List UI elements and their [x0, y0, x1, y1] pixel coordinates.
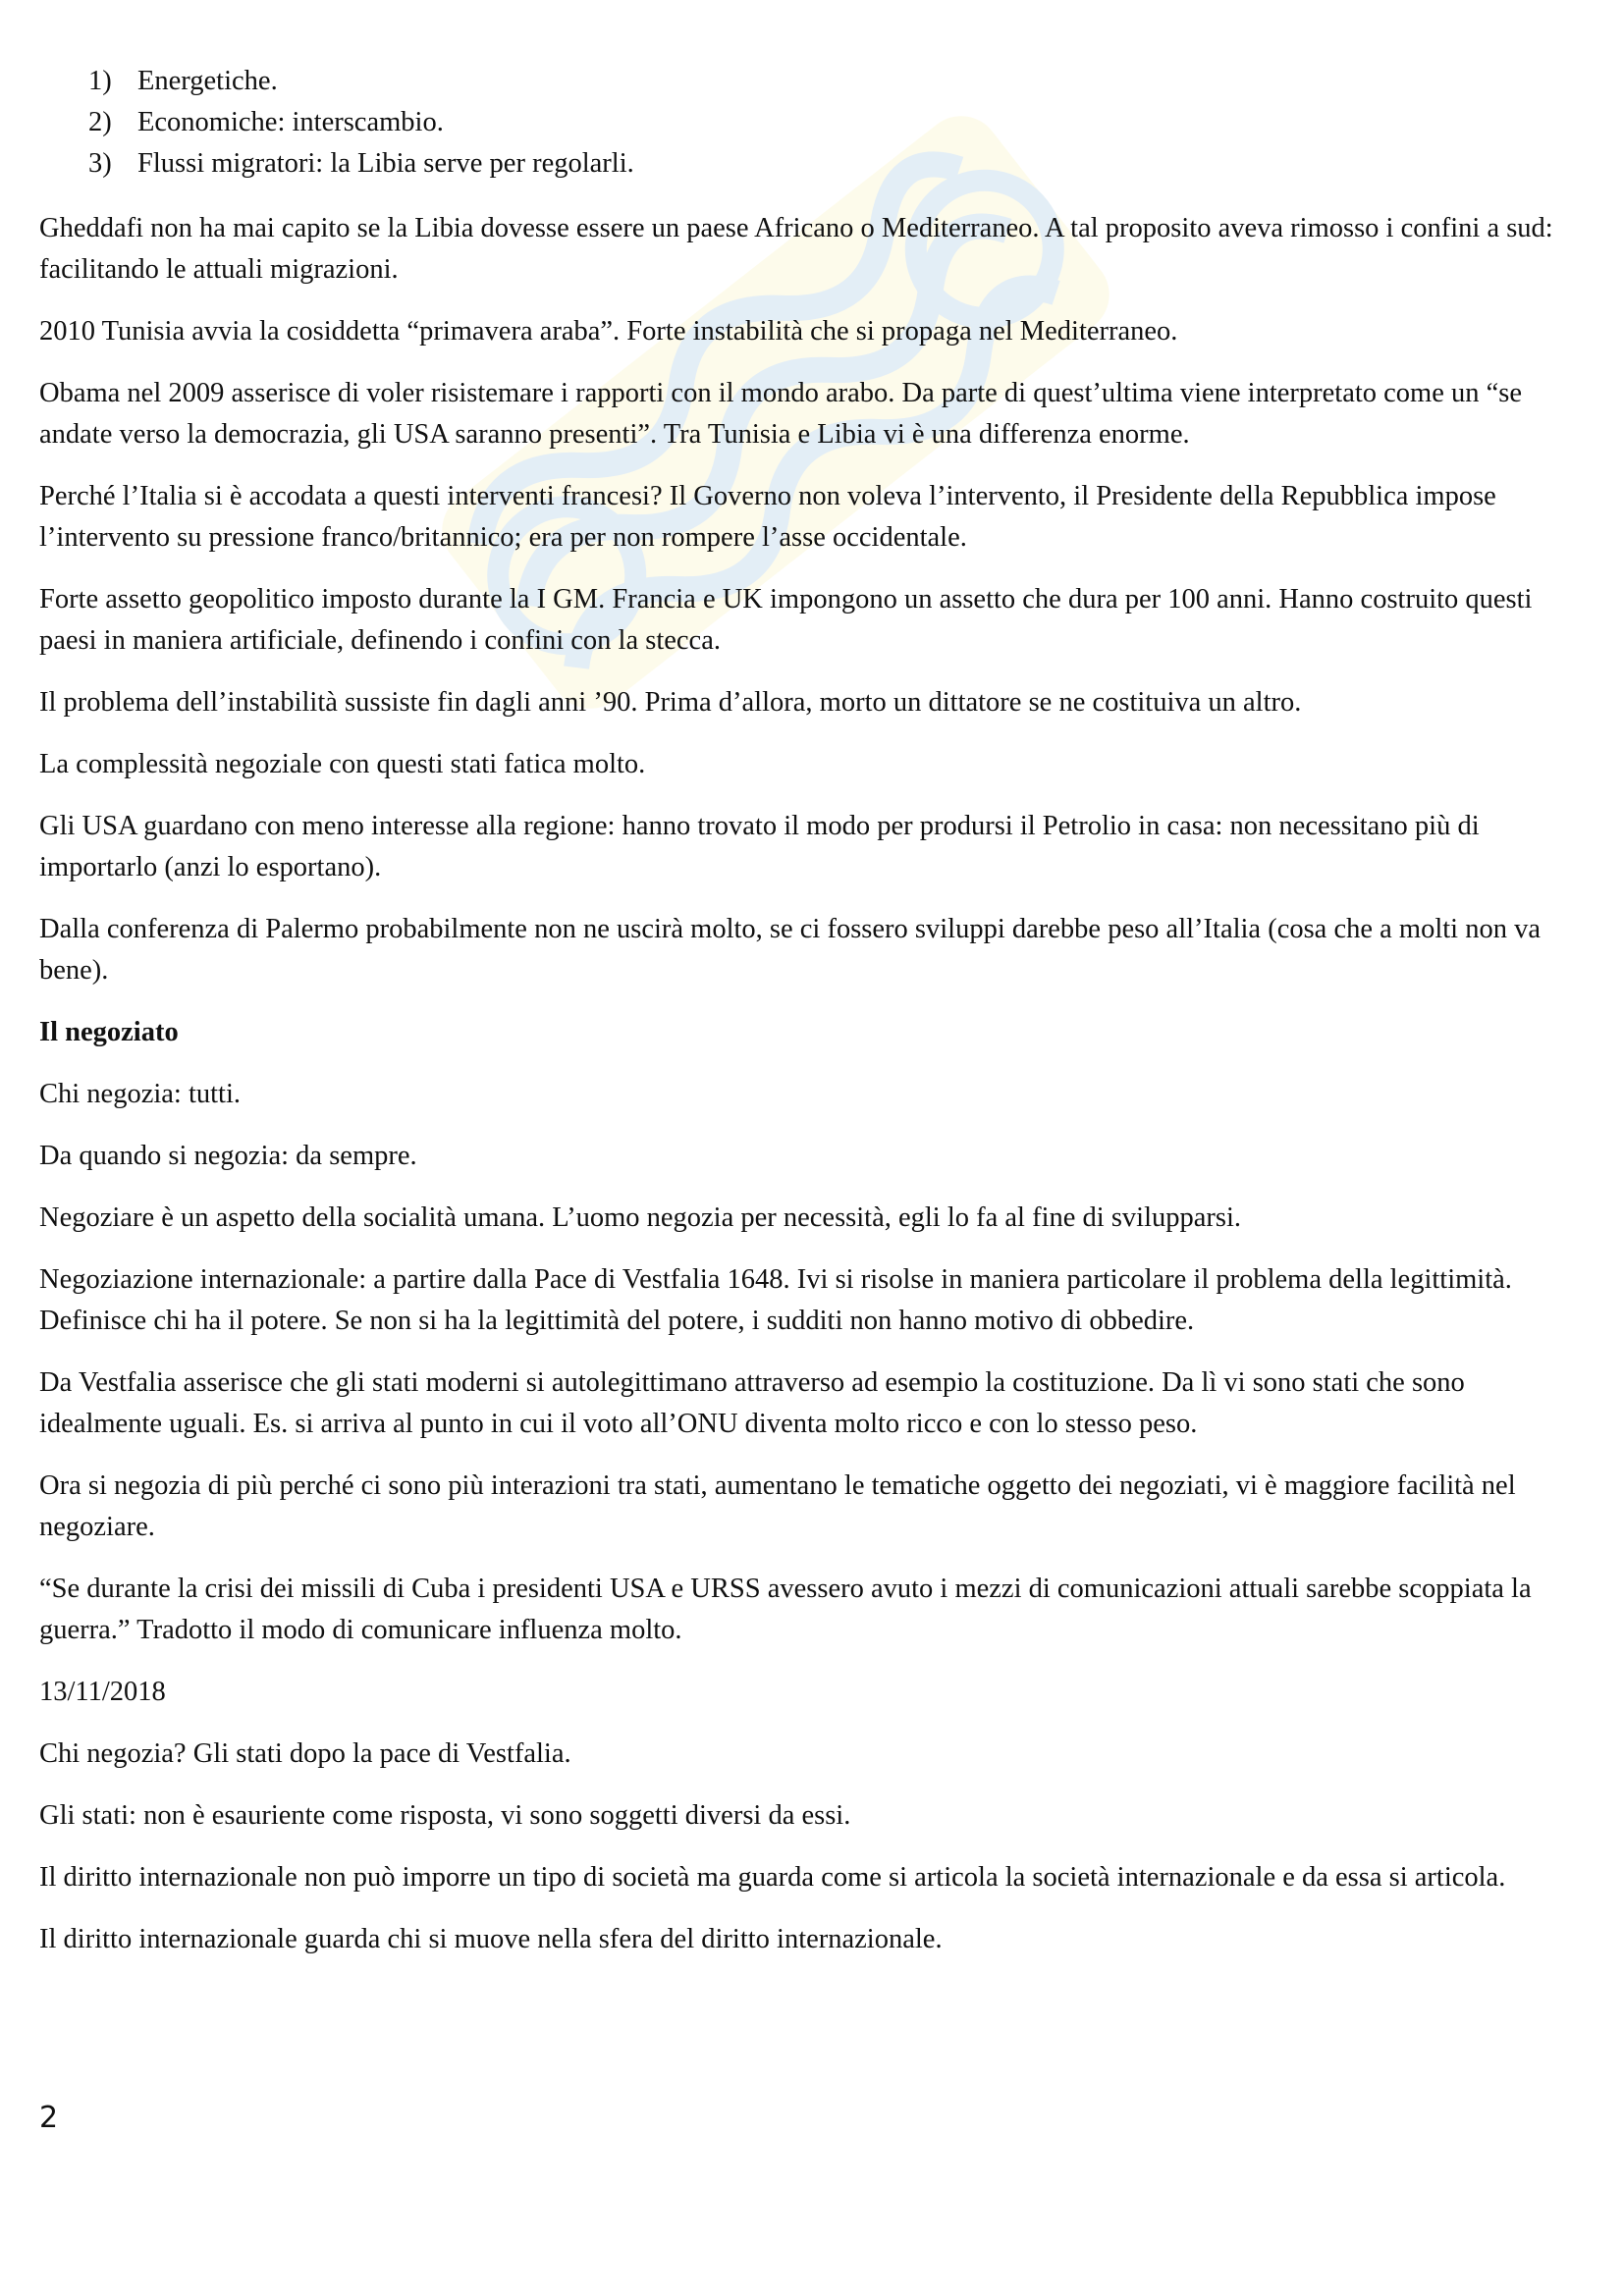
paragraph: Gli USA guardano con meno interesse alla regione: hanno trovato il modo per prodursi il Petrolio in casa: non necessitano più di importarlo (anzi lo esportano). — [39, 811, 1480, 882]
section-heading: Il negoziato — [39, 1017, 179, 1047]
paragraph: Da Vestfalia asserisce che gli stati moderni si autolegittimano attraverso ad esempio la costituzione. Da lì vi sono stati che sono idealmente uguali. Es. si arriva al punto in cui il voto all’ONU diventa molto ricco e con lo stesso peso. — [39, 1367, 1465, 1439]
list-item — [88, 143, 1591, 185]
paragraph: Negoziazione internazionale: a partire dalla Pace di Vestfalia 1648. Ivi si risolse in maniera particolare il problema della legittimità. Definisce chi ha il potere. Se non si ha la legittimità del potere, i sudditi non hanno motivo di obbedire. — [39, 1264, 1512, 1336]
list-item-number: 2) — [88, 107, 112, 137]
paragraph: “Se durante la crisi dei missili di Cuba i presidenti USA e URSS avessero avuto i mezzi di comunicazioni attuali sarebbe scoppiata la guerra.” Tradotto il modo di comunicare influenza molto. — [39, 1574, 1532, 1645]
list-item-text: Energetiche. — [137, 66, 278, 96]
list-item-number: 1) — [88, 66, 112, 96]
paragraph: Chi negozia: tutti. — [39, 1079, 242, 1109]
paragraph: Gheddafi non ha mai capito se la Libia dovesse essere un paese Africano o Mediterraneo. A tal proposito aveva rimosso i confini a sud: facilitando le attuali migrazioni. — [39, 213, 1553, 285]
paragraph: Il diritto internazionale non può imporre un tipo di società ma guarda come si articola la società internazionale e da essa si articola. — [39, 1862, 1506, 1893]
list-item-text: Economiche: interscambio. — [137, 107, 444, 137]
numbered-list — [39, 61, 1591, 185]
paragraph: Il problema dell’instabilità sussiste fin dagli anni ’90. Prima d’allora, morto un dittatore se ne costituiva un altro. — [39, 687, 1302, 718]
date-line: 13/11/2018 — [39, 1677, 166, 1707]
document-body — [39, 61, 1591, 1981]
paragraph: Dalla conferenza di Palermo probabilmente non ne uscirà molto, se ci fossero sviluppi darebbe peso all’Italia (cosa che a molti non va bene). — [39, 914, 1541, 986]
paragraph: Gli stati: non è esauriente come risposta, vi sono soggetti diversi da essi. — [39, 1800, 851, 1831]
paragraph: Perché l’Italia si è accodata a questi interventi francesi? Il Governo non voleva l’intervento, il Presidente della Repubblica impose l’intervento su pressione franco/britannico; era per non rompere l’asse occidentale. — [39, 481, 1496, 553]
paragraph: Chi negozia? Gli stati dopo la pace di Vestfalia. — [39, 1738, 571, 1769]
paragraph: Il diritto internazionale guarda chi si muove nella sfera del diritto internazionale. — [39, 1924, 943, 1954]
list-item-number: 3) — [88, 148, 112, 179]
paragraph: La complessità negoziale con questi stati fatica molto. — [39, 749, 646, 779]
list-item-text: Flussi migratori: la Libia serve per regolarli. — [137, 148, 634, 179]
list-item — [88, 102, 1591, 143]
paragraph: Forte assetto geopolitico imposto durante la I GM. Francia e UK impongono un assetto che dura per 100 anni. Hanno costruito questi paesi in maniera artificiale, definendo i confini con la stecca. — [39, 584, 1533, 656]
paragraph: Obama nel 2009 asserisce di voler risistemare i rapporti con il mondo arabo. Da parte di quest’ultima viene interpretato come un “se andate verso la democrazia, gli USA saranno presenti”. Tra Tunisia e Libia vi è una differenza enorme. — [39, 378, 1522, 450]
paragraph: Ora si negozia di più perché ci sono più interazioni tra stati, aumentano le tematiche oggetto dei negoziati, vi è maggiore facilità nel negoziare. — [39, 1470, 1516, 1542]
paragraph: 2010 Tunisia avvia la cosiddetta “primavera araba”. Forte instabilità che si propaga nel Mediterraneo. — [39, 316, 1178, 347]
page-number: 2 — [39, 2101, 59, 2135]
paragraph: Negoziare è un aspetto della socialità umana. L’uomo negozia per necessità, egli lo fa al fine di svilupparsi. — [39, 1202, 1242, 1233]
paragraph: Da quando si negozia: da sempre. — [39, 1141, 417, 1171]
list-item — [88, 61, 1591, 102]
